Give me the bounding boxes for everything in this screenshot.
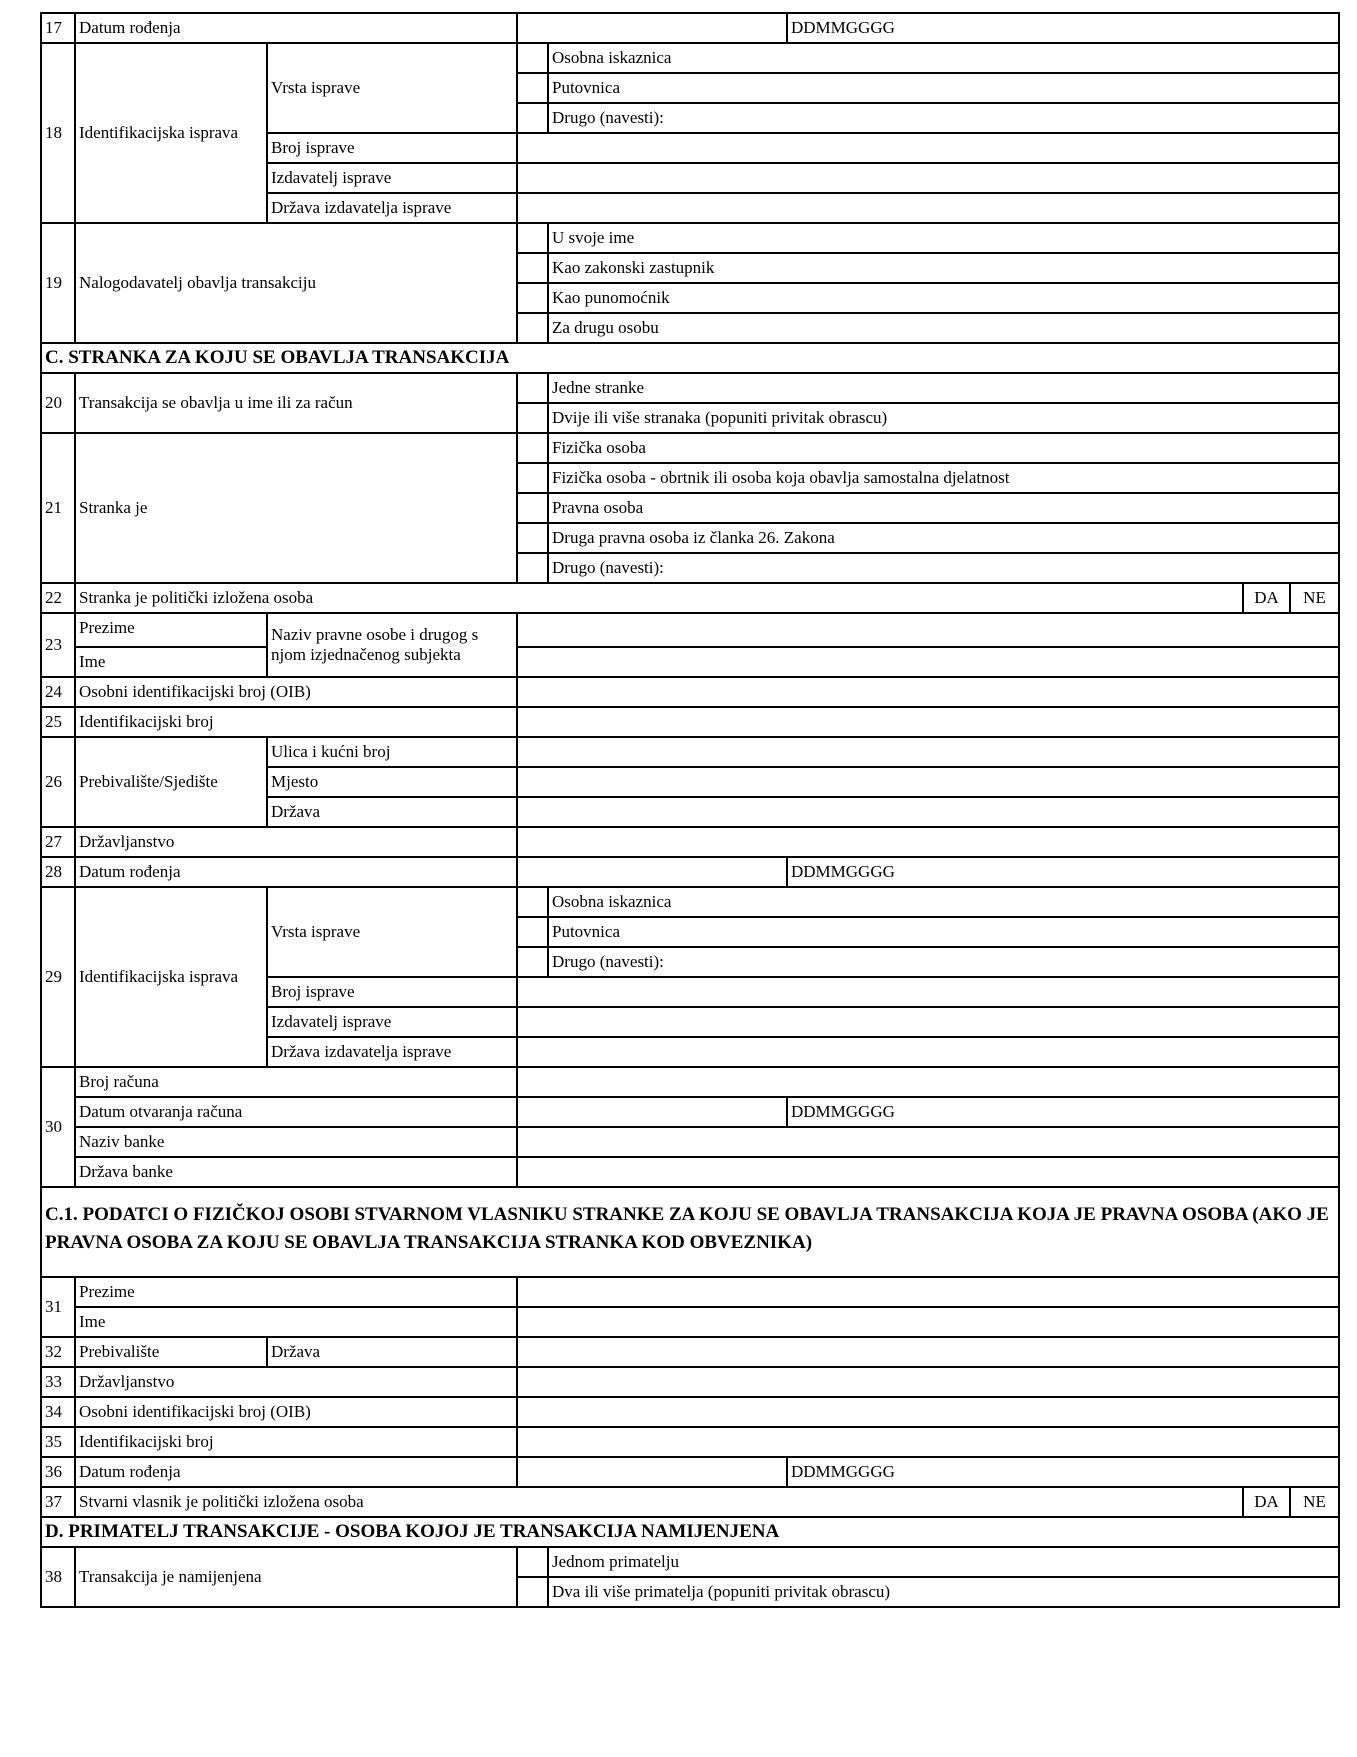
issuer-label: Izdavatelj isprave (267, 1007, 517, 1037)
account-number-input[interactable] (517, 1067, 1339, 1097)
bank-country-input[interactable] (517, 1157, 1339, 1187)
option-id-card: Osobna iskaznica (548, 43, 1339, 73)
row-19-ordering-party (41, 223, 1339, 253)
id-number-input[interactable] (517, 1427, 1339, 1457)
checkbox-passport[interactable] (517, 917, 548, 947)
issuer-input[interactable] (517, 163, 1339, 193)
row-number: 38 (41, 1547, 75, 1607)
residence-country-input[interactable] (517, 1337, 1339, 1367)
country-label: Država (267, 1337, 517, 1367)
surname-or-legal-name-input[interactable] (517, 613, 1339, 647)
row-number: 27 (41, 827, 75, 857)
surname-label: Prezime (75, 1277, 517, 1307)
option-own-name: U svoje ime (548, 223, 1339, 253)
row-23-name (41, 613, 1339, 647)
residence-label: Prebivalište/Sjedište (75, 737, 267, 827)
row-31-name (41, 1307, 1339, 1337)
row-number: 24 (41, 677, 75, 707)
row-20-on-behalf (41, 373, 1339, 403)
checkbox-id-card[interactable] (517, 43, 548, 73)
option-passport: Putovnica (548, 917, 1339, 947)
surname-input[interactable] (517, 1277, 1339, 1307)
pep-no-option[interactable]: NE (1290, 583, 1339, 613)
birth-date-label: Datum rođenja (75, 13, 517, 43)
id-document-label: Identifikacijska isprava (75, 43, 267, 223)
owner-pep-yes-option[interactable]: DA (1243, 1487, 1290, 1517)
birth-date-label: Datum rođenja (75, 1457, 517, 1487)
row-17-birth-date (41, 13, 1339, 43)
name-label: Ime (75, 1307, 517, 1337)
option-other-doc[interactable]: Drugo (navesti): (548, 103, 1339, 133)
option-natural-person: Fizička osoba (548, 433, 1339, 463)
checkbox-multiple-clients[interactable] (517, 403, 548, 433)
date-format-hint: DDMMGGGG (787, 13, 1339, 43)
checkbox-id-card[interactable] (517, 887, 548, 917)
account-open-date-input[interactable] (517, 1097, 787, 1127)
row-number: 21 (41, 433, 75, 583)
checkbox-natural-person[interactable] (517, 433, 548, 463)
oib-input[interactable] (517, 677, 1339, 707)
citizenship-label: Državljanstvo (75, 827, 517, 857)
checkbox-sole-trader[interactable] (517, 463, 548, 493)
row-26-residence (41, 737, 1339, 767)
checkbox-other-legal-person[interactable] (517, 523, 548, 553)
option-other-person: Za drugu osobu (548, 313, 1339, 343)
row-24-oib (41, 677, 1339, 707)
checkbox-other-client-type[interactable] (517, 553, 548, 583)
name-label: Ime (75, 647, 267, 677)
checkbox-other-person[interactable] (517, 313, 548, 343)
issuer-country-label: Država izdavatelja isprave (267, 1037, 517, 1067)
country-label: Država (267, 797, 517, 827)
street-input[interactable] (517, 737, 1339, 767)
option-other-legal-person: Druga pravna osoba iz članka 26. Zakona (548, 523, 1339, 553)
oib-label: Osobni identifikacijski broj (OIB) (75, 1397, 517, 1427)
issuer-country-input[interactable] (517, 1037, 1339, 1067)
birth-date-input[interactable] (517, 13, 787, 43)
row-number: 19 (41, 223, 75, 343)
surname-label: Prezime (75, 613, 267, 647)
checkbox-proxy[interactable] (517, 283, 548, 313)
street-label: Ulica i kućni broj (267, 737, 517, 767)
checkbox-one-recipient[interactable] (517, 1547, 548, 1577)
section-c1-title: C.1. PODATCI O FIZIČKOJ OSOBI STVARNOM VLASNIKU STRANKE ZA KOJU SE OBAVLJA TRANSAKCIJA KOJA JE PRAVNA OSOBA (AKO JE PRAVNA OSOBA ZA KOJU SE OBAVLJA TRANSAKCIJA STRANKA KOD OBVEZNIKA) (41, 1187, 1339, 1277)
row-number: 37 (41, 1487, 75, 1517)
doc-type-label: Vrsta isprave (267, 43, 517, 133)
row-34-oib (41, 1397, 1339, 1427)
account-open-date-label: Datum otvaranja računa (75, 1097, 517, 1127)
section-c-title: C. STRANKA ZA KOJU SE OBAVLJA TRANSAKCIJA (41, 343, 1339, 373)
issuer-input[interactable] (517, 1007, 1339, 1037)
doc-type-label: Vrsta isprave (267, 887, 517, 977)
option-one-client: Jedne stranke (548, 373, 1339, 403)
option-sole-trader: Fizička osoba - obrtnik ili osoba koja obavlja samostalna djelatnost (548, 463, 1339, 493)
birth-date-label: Datum rođenja (75, 857, 517, 887)
option-legal-person: Pravna osoba (548, 493, 1339, 523)
row-number: 31 (41, 1277, 75, 1337)
option-multiple-clients: Dvije ili više stranaka (popuniti privitak obrascu) (548, 403, 1339, 433)
row-33-citizenship (41, 1367, 1339, 1397)
row-30-account-number (41, 1067, 1339, 1097)
row-30-bank-country (41, 1157, 1339, 1187)
option-id-card: Osobna iskaznica (548, 887, 1339, 917)
section-d-header (41, 1517, 1339, 1547)
row-32-residence (41, 1337, 1339, 1367)
issuer-country-label: Država izdavatelja isprave (267, 193, 517, 223)
option-passport: Putovnica (548, 73, 1339, 103)
row-21-client-type (41, 433, 1339, 463)
oib-label: Osobni identifikacijski broj (OIB) (75, 677, 517, 707)
row-30-account-open-date (41, 1097, 1339, 1127)
issuer-label: Izdavatelj isprave (267, 163, 517, 193)
ordering-party-label: Nalogodavatelj obavlja transakciju (75, 223, 517, 343)
row-number: 25 (41, 707, 75, 737)
row-27-citizenship (41, 827, 1339, 857)
checkbox-multiple-recipients[interactable] (517, 1577, 548, 1607)
row-number: 20 (41, 373, 75, 433)
row-25-id-number (41, 707, 1339, 737)
doc-number-label: Broj isprave (267, 133, 517, 163)
citizenship-label: Državljanstvo (75, 1367, 517, 1397)
recipient-label: Transakcija je namijenjena (75, 1547, 517, 1607)
birth-date-input[interactable] (517, 857, 787, 887)
option-other-doc[interactable]: Drugo (navesti): (548, 947, 1339, 977)
section-c-header (41, 343, 1339, 373)
bank-country-label: Država banke (75, 1157, 517, 1187)
on-behalf-label: Transakcija se obavlja u ime ili za račun (75, 373, 517, 433)
row-29-id-document (41, 887, 1339, 917)
row-23-name-2 (41, 647, 1339, 677)
option-other-client-type[interactable]: Drugo (navesti): (548, 553, 1339, 583)
checkbox-legal-person[interactable] (517, 493, 548, 523)
checkbox-one-client[interactable] (517, 373, 548, 403)
row-number: 35 (41, 1427, 75, 1457)
city-input[interactable] (517, 767, 1339, 797)
date-format-hint: DDMMGGGG (787, 1097, 1339, 1127)
row-number: 17 (41, 13, 75, 43)
row-number: 28 (41, 857, 75, 887)
transaction-report-form (40, 12, 1338, 1608)
row-number: 30 (41, 1067, 75, 1187)
doc-number-input[interactable] (517, 977, 1339, 1007)
row-number: 22 (41, 583, 75, 613)
row-number: 18 (41, 43, 75, 223)
doc-number-input[interactable] (517, 133, 1339, 163)
date-format-hint: DDMMGGGG (787, 1457, 1339, 1487)
bank-name-label: Naziv banke (75, 1127, 517, 1157)
row-31-surname (41, 1277, 1339, 1307)
country-input[interactable] (517, 797, 1339, 827)
name-input[interactable] (517, 647, 1339, 677)
date-format-hint: DDMMGGGG (787, 857, 1339, 887)
row-number: 36 (41, 1457, 75, 1487)
pep-label: Stranka je politički izložena osoba (75, 583, 1243, 613)
row-number: 33 (41, 1367, 75, 1397)
legal-name-label: Naziv pravne osobe i drugog s njom izjednačenog subjekta (267, 613, 517, 677)
checkbox-legal-representative[interactable] (517, 253, 548, 283)
client-type-label: Stranka je (75, 433, 517, 583)
row-number: 34 (41, 1397, 75, 1427)
doc-number-label: Broj isprave (267, 977, 517, 1007)
owner-pep-label: Stvarni vlasnik je politički izložena osoba (75, 1487, 1243, 1517)
row-37-owner-pep (41, 1487, 1339, 1517)
bank-name-input[interactable] (517, 1127, 1339, 1157)
row-18-id-document (41, 43, 1339, 73)
row-30-bank-name (41, 1127, 1339, 1157)
checkbox-other-doc[interactable] (517, 947, 548, 977)
residence-label: Prebivalište (75, 1337, 267, 1367)
row-28-birth-date (41, 857, 1339, 887)
id-number-label: Identifikacijski broj (75, 1427, 517, 1457)
pep-yes-option[interactable]: DA (1243, 583, 1290, 613)
row-35-id-number (41, 1427, 1339, 1457)
account-number-label: Broj računa (75, 1067, 517, 1097)
oib-input[interactable] (517, 1397, 1339, 1427)
citizenship-input[interactable] (517, 827, 1339, 857)
option-legal-representative: Kao zakonski zastupnik (548, 253, 1339, 283)
section-c1-header (41, 1187, 1339, 1277)
id-document-label: Identifikacijska isprava (75, 887, 267, 1067)
checkbox-other-doc[interactable] (517, 103, 548, 133)
row-number: 26 (41, 737, 75, 827)
row-38-recipient (41, 1547, 1339, 1577)
id-number-label: Identifikacijski broj (75, 707, 517, 737)
row-number: 32 (41, 1337, 75, 1367)
id-number-input[interactable] (517, 707, 1339, 737)
citizenship-input[interactable] (517, 1367, 1339, 1397)
row-22-pep (41, 583, 1339, 613)
owner-pep-no-option[interactable]: NE (1290, 1487, 1339, 1517)
option-proxy: Kao punomoćnik (548, 283, 1339, 313)
form-table (40, 12, 1340, 1608)
option-multiple-recipients: Dva ili više primatelja (popuniti privitak obrascu) (548, 1577, 1339, 1607)
city-label: Mjesto (267, 767, 517, 797)
checkbox-passport[interactable] (517, 73, 548, 103)
row-number: 23 (41, 613, 75, 677)
row-number: 29 (41, 887, 75, 1067)
name-input[interactable] (517, 1307, 1339, 1337)
birth-date-input[interactable] (517, 1457, 787, 1487)
section-d-title: D. PRIMATELJ TRANSAKCIJE - OSOBA KOJOJ JE TRANSAKCIJA NAMIJENJENA (41, 1517, 1339, 1547)
checkbox-own-name[interactable] (517, 223, 548, 253)
row-36-birth-date (41, 1457, 1339, 1487)
option-one-recipient: Jednom primatelju (548, 1547, 1339, 1577)
issuer-country-input[interactable] (517, 193, 1339, 223)
